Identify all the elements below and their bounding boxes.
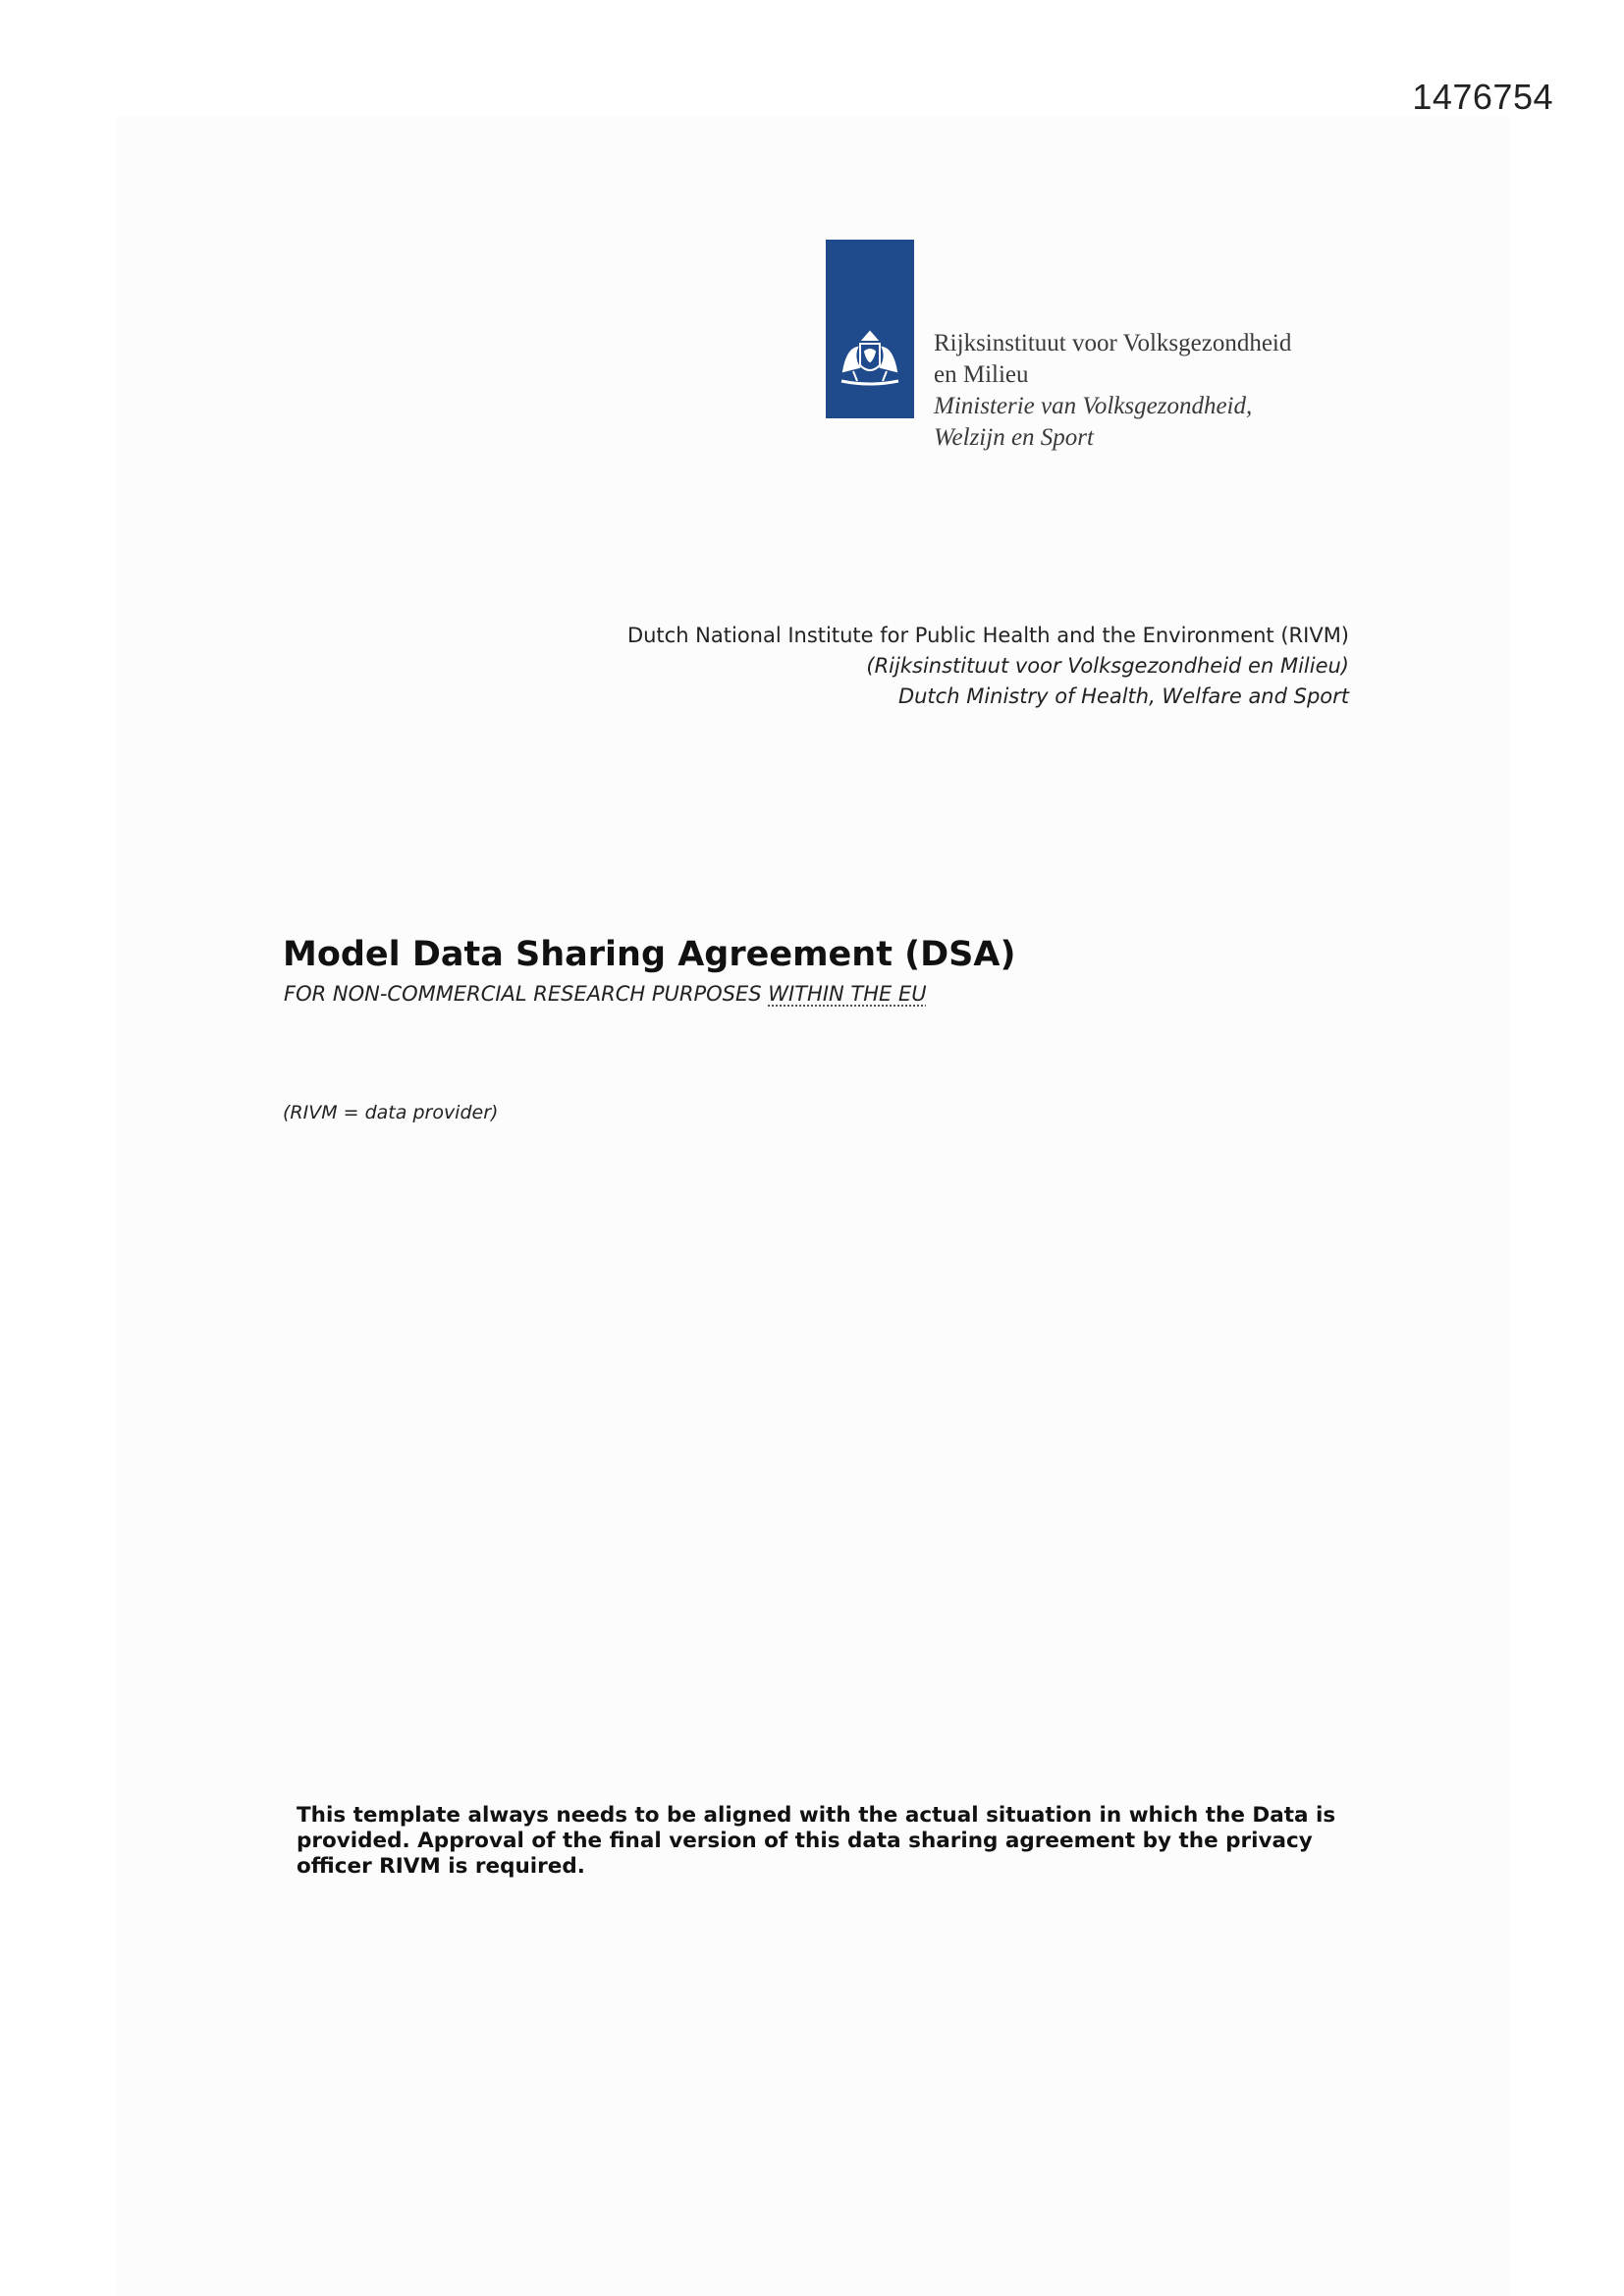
document-title: Model Data Sharing Agreement (DSA): [283, 935, 1016, 974]
logo-bar: [826, 240, 914, 418]
logo-ministry-name: Ministerie van Volksgezondheid,: [934, 393, 1253, 419]
logo-ministry-name-cont: Welzijn en Sport: [934, 424, 1094, 451]
institute-dutch-name: (Rijksinstituut voor Volksgezondheid en Milieu): [866, 654, 1349, 678]
subtitle-text: FOR NON-COMMERCIAL RESEARCH PURPOSES: [284, 982, 769, 1006]
template-notice: This template always needs to be aligned with the actual situation in which the Data is provided. Approval of the final version of this data sharing agreement by the privacy officer RIVM is required.: [297, 1803, 1336, 1879]
logo-institute-name: Rijksinstituut voor Volksgezondheid: [934, 330, 1292, 356]
institute-address-block: [627, 621, 1349, 712]
ministry-english-name: Dutch Ministry of Health, Welfare and Sport: [897, 684, 1349, 708]
provider-note: (RIVM = data provider): [283, 1102, 499, 1123]
document-subtitle: [284, 982, 927, 1006]
institute-english-name: Dutch National Institute for Public Health and the Environment (RIVM): [626, 624, 1349, 647]
coat-of-arms-icon: [836, 326, 904, 395]
logo-text: [934, 328, 1385, 454]
document-number: 1476754: [1412, 77, 1553, 117]
subtitle-underlined-text: WITHIN THE EU: [768, 982, 927, 1006]
logo-institute-name-cont: en Milieu: [934, 361, 1029, 388]
